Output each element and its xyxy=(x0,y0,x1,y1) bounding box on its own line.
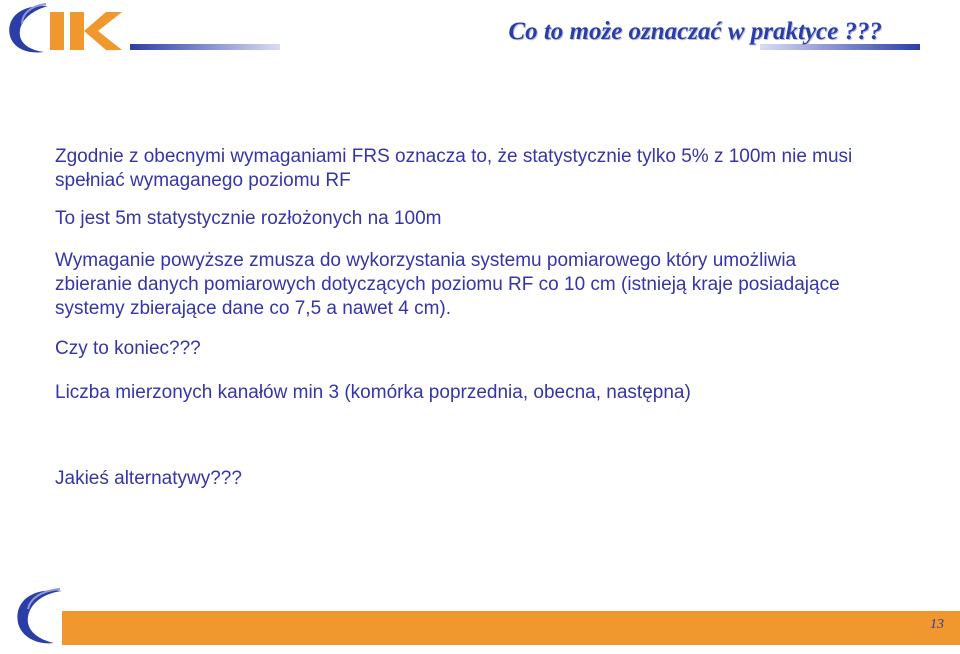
paragraph-measurement-system: Wymaganie powyższe zmusza do wykorzystania systemu pomiarowego który umożliwia zbieranie danych pomiarowych dotyczących poziomu RF co 10 cm (istnieją kraje posiadające systemy zbierające dane co 7,5 a nawet 4 cm). xyxy=(55,250,840,319)
title-underline-left xyxy=(130,44,280,50)
logo-text: IK xyxy=(0,0,1,1)
paragraph-frs-requirements: Zgodnie z obecnymi wymaganiami FRS oznacza to, że statystycznie tylko 5% z 100m nie musi spełniać wymaganego poziomu RF xyxy=(55,146,853,191)
ik-logo xyxy=(0,0,290,62)
paragraph-alternatives: Jakieś alternatywy??? xyxy=(55,468,242,489)
footer-swoosh-icon xyxy=(0,585,80,649)
slide-title: Co to może oznaczać w praktyce ??? xyxy=(508,18,882,45)
footer-bar xyxy=(62,611,960,645)
paragraph-is-this-the-end: Czy to koniec??? xyxy=(55,338,201,359)
slide-body xyxy=(55,145,855,491)
page-number: 13 xyxy=(930,617,944,632)
paragraph-5m-distribution: To jest 5m statystycznie rozłożonych na 100m xyxy=(55,208,442,229)
paragraph-channel-count: Liczba mierzonych kanałów min 3 (komórka poprzednia, obecna, następna) xyxy=(55,382,691,403)
